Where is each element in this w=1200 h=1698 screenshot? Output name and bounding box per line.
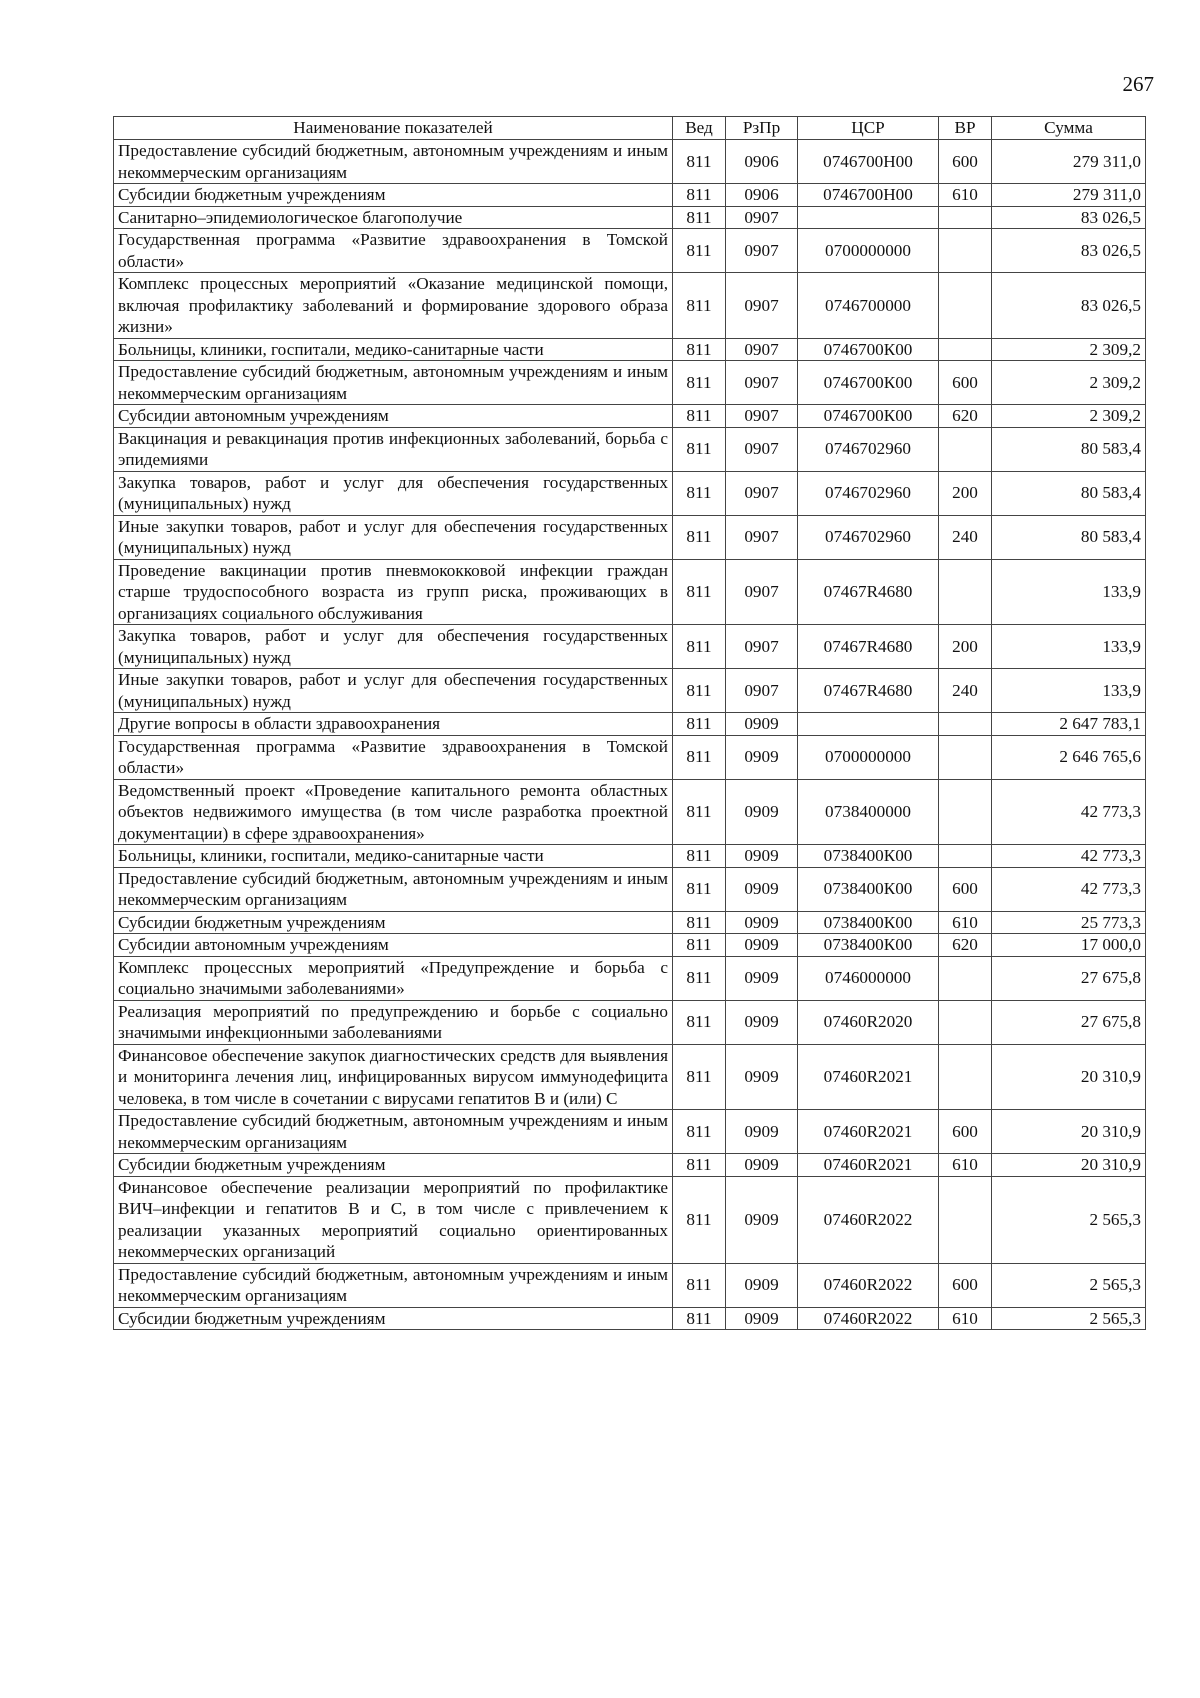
table-row	[114, 845, 1146, 868]
cell-vr	[939, 845, 992, 868]
cell-sum: 279 311,0	[992, 184, 1146, 207]
cell-rzpr: 0907	[726, 471, 798, 515]
table-row	[114, 1044, 1146, 1110]
cell-csr: 07460R2021	[798, 1154, 939, 1177]
cell-name: Другие вопросы в области здравоохранения	[114, 713, 673, 736]
table-row	[114, 934, 1146, 957]
cell-sum: 2 647 783,1	[992, 713, 1146, 736]
cell-rzpr: 0907	[726, 515, 798, 559]
cell-ved: 811	[673, 1110, 726, 1154]
cell-name: Предоставление субсидий бюджетным, автономным учреждениям и иным некоммерческим организациям	[114, 1110, 673, 1154]
cell-name: Проведение вакцинации против пневмококковой инфекции граждан старше трудоспособного возраста из групп риска, проживающих в организациях социального обслуживания	[114, 559, 673, 625]
cell-sum: 83 026,5	[992, 206, 1146, 229]
cell-ved: 811	[673, 559, 726, 625]
cell-vr: 610	[939, 1307, 992, 1330]
cell-csr: 07460R2020	[798, 1000, 939, 1044]
cell-sum: 2 565,3	[992, 1307, 1146, 1330]
cell-rzpr: 0906	[726, 140, 798, 184]
cell-ved: 811	[673, 1000, 726, 1044]
cell-ved: 811	[673, 140, 726, 184]
cell-vr	[939, 713, 992, 736]
table-row	[114, 140, 1146, 184]
cell-vr	[939, 559, 992, 625]
cell-name: Реализация мероприятий по предупреждению и борьбе с социально значимыми инфекционными заболеваниями	[114, 1000, 673, 1044]
cell-csr: 07460R2021	[798, 1044, 939, 1110]
cell-csr: 07460R2022	[798, 1176, 939, 1263]
cell-csr: 0700000000	[798, 229, 939, 273]
header-name: Наименование показателей	[114, 117, 673, 140]
cell-ved: 811	[673, 273, 726, 339]
cell-sum: 133,9	[992, 669, 1146, 713]
cell-csr: 0746700К00	[798, 405, 939, 428]
cell-name: Санитарно–эпидемиологическое благополучие	[114, 206, 673, 229]
cell-sum: 2 565,3	[992, 1176, 1146, 1263]
cell-rzpr: 0909	[726, 1000, 798, 1044]
cell-name: Государственная программа «Развитие здравоохранения в Томской области»	[114, 229, 673, 273]
cell-vr	[939, 427, 992, 471]
cell-ved: 811	[673, 515, 726, 559]
table-row	[114, 1000, 1146, 1044]
table-row	[114, 1154, 1146, 1177]
cell-name: Комплекс процессных мероприятий «Предупреждение и борьба с социально значимыми заболеваниями»	[114, 956, 673, 1000]
table-row	[114, 956, 1146, 1000]
cell-vr	[939, 1044, 992, 1110]
cell-vr: 600	[939, 867, 992, 911]
cell-sum: 2 309,2	[992, 361, 1146, 405]
cell-vr: 600	[939, 361, 992, 405]
cell-vr	[939, 1176, 992, 1263]
cell-ved: 811	[673, 845, 726, 868]
cell-name: Финансовое обеспечение закупок диагностических средств для выявления и мониторинга лечения лиц, инфицированных вирусом иммунодефицита человека, в том числе в сочетании с вирусами гепатитов B и (или) C	[114, 1044, 673, 1110]
table-row	[114, 867, 1146, 911]
cell-name: Предоставление субсидий бюджетным, автономным учреждениям и иным некоммерческим организациям	[114, 1263, 673, 1307]
cell-ved: 811	[673, 184, 726, 207]
cell-name: Вакцинация и ревакцинация против инфекционных заболеваний, борьба с эпидемиями	[114, 427, 673, 471]
cell-name: Субсидии автономным учреждениям	[114, 934, 673, 957]
cell-name: Субсидии бюджетным учреждениям	[114, 1154, 673, 1177]
cell-vr: 600	[939, 1110, 992, 1154]
table-row	[114, 1176, 1146, 1263]
cell-sum: 42 773,3	[992, 867, 1146, 911]
cell-sum: 80 583,4	[992, 515, 1146, 559]
table-row	[114, 338, 1146, 361]
cell-csr: 07467R4680	[798, 669, 939, 713]
cell-ved: 811	[673, 427, 726, 471]
cell-vr: 200	[939, 471, 992, 515]
table-row	[114, 427, 1146, 471]
cell-vr: 620	[939, 405, 992, 428]
cell-vr	[939, 956, 992, 1000]
cell-csr: 0738400К00	[798, 911, 939, 934]
cell-csr: 0738400К00	[798, 867, 939, 911]
cell-ved: 811	[673, 956, 726, 1000]
cell-sum: 80 583,4	[992, 471, 1146, 515]
cell-csr: 07467R4680	[798, 559, 939, 625]
cell-rzpr: 0909	[726, 1110, 798, 1154]
cell-name: Государственная программа «Развитие здравоохранения в Томской области»	[114, 735, 673, 779]
cell-vr	[939, 206, 992, 229]
cell-sum: 17 000,0	[992, 934, 1146, 957]
cell-sum: 2 646 765,6	[992, 735, 1146, 779]
cell-sum: 83 026,5	[992, 229, 1146, 273]
cell-ved: 811	[673, 713, 726, 736]
cell-csr: 0738400К00	[798, 845, 939, 868]
cell-sum: 27 675,8	[992, 1000, 1146, 1044]
cell-vr	[939, 735, 992, 779]
cell-rzpr: 0909	[726, 867, 798, 911]
cell-ved: 811	[673, 471, 726, 515]
cell-sum: 133,9	[992, 559, 1146, 625]
cell-csr: 0738400К00	[798, 934, 939, 957]
cell-rzpr: 0909	[726, 1154, 798, 1177]
cell-sum: 42 773,3	[992, 779, 1146, 845]
cell-ved: 811	[673, 669, 726, 713]
table-row	[114, 559, 1146, 625]
cell-ved: 811	[673, 1044, 726, 1110]
cell-rzpr: 0906	[726, 184, 798, 207]
cell-name: Больницы, клиники, госпитали, медико-санитарные части	[114, 338, 673, 361]
cell-name: Предоставление субсидий бюджетным, автономным учреждениям и иным некоммерческим организациям	[114, 140, 673, 184]
cell-name: Иные закупки товаров, работ и услуг для обеспечения государственных (муниципальных) нужд	[114, 669, 673, 713]
cell-rzpr: 0909	[726, 845, 798, 868]
cell-vr: 240	[939, 669, 992, 713]
cell-vr	[939, 1000, 992, 1044]
table-row	[114, 625, 1146, 669]
cell-csr: 0746702960	[798, 471, 939, 515]
cell-sum: 42 773,3	[992, 845, 1146, 868]
cell-ved: 811	[673, 1307, 726, 1330]
cell-vr	[939, 338, 992, 361]
cell-name: Комплекс процессных мероприятий «Оказание медицинской помощи, включая профилактику заболеваний и формирование здорового образа жизни»	[114, 273, 673, 339]
cell-vr: 610	[939, 911, 992, 934]
cell-csr: 0746700К00	[798, 338, 939, 361]
cell-csr: 0746702960	[798, 515, 939, 559]
cell-sum: 2 309,2	[992, 338, 1146, 361]
table-row	[114, 669, 1146, 713]
table-row	[114, 1110, 1146, 1154]
cell-rzpr: 0907	[726, 559, 798, 625]
cell-name: Закупка товаров, работ и услуг для обеспечения государственных (муниципальных) нужд	[114, 625, 673, 669]
cell-name: Субсидии автономным учреждениям	[114, 405, 673, 428]
cell-vr	[939, 229, 992, 273]
cell-rzpr: 0909	[726, 911, 798, 934]
cell-name: Закупка товаров, работ и услуг для обеспечения государственных (муниципальных) нужд	[114, 471, 673, 515]
cell-rzpr: 0907	[726, 273, 798, 339]
cell-name: Субсидии бюджетным учреждениям	[114, 1307, 673, 1330]
cell-ved: 811	[673, 229, 726, 273]
cell-rzpr: 0907	[726, 338, 798, 361]
table-row	[114, 184, 1146, 207]
table-row	[114, 1307, 1146, 1330]
table-row	[114, 713, 1146, 736]
cell-csr: 0746700Н00	[798, 184, 939, 207]
cell-sum: 83 026,5	[992, 273, 1146, 339]
cell-csr: 0746700000	[798, 273, 939, 339]
cell-vr: 610	[939, 184, 992, 207]
cell-name: Больницы, клиники, госпитали, медико-санитарные части	[114, 845, 673, 868]
page-number: 267	[1122, 72, 1154, 96]
cell-vr: 600	[939, 140, 992, 184]
cell-ved: 811	[673, 934, 726, 957]
cell-ved: 811	[673, 1154, 726, 1177]
header-sum: Сумма	[992, 117, 1146, 140]
table-row	[114, 1263, 1146, 1307]
cell-csr: 0746700Н00	[798, 140, 939, 184]
cell-csr	[798, 713, 939, 736]
cell-ved: 811	[673, 735, 726, 779]
cell-sum: 2 565,3	[992, 1263, 1146, 1307]
cell-csr: 0746000000	[798, 956, 939, 1000]
cell-rzpr: 0909	[726, 779, 798, 845]
cell-csr: 07460R2022	[798, 1263, 939, 1307]
cell-name: Предоставление субсидий бюджетным, автономным учреждениям и иным некоммерческим организациям	[114, 867, 673, 911]
cell-ved: 811	[673, 361, 726, 405]
cell-rzpr: 0907	[726, 427, 798, 471]
table-row	[114, 471, 1146, 515]
cell-name: Финансовое обеспечение реализации мероприятий по профилактике ВИЧ–инфекции и гепатитов B и C, в том числе с привлечением к реализации указанных мероприятий социально ориентированных некоммерческих организаций	[114, 1176, 673, 1263]
cell-sum: 27 675,8	[992, 956, 1146, 1000]
cell-csr: 07467R4680	[798, 625, 939, 669]
cell-sum: 25 773,3	[992, 911, 1146, 934]
cell-rzpr: 0909	[726, 1307, 798, 1330]
cell-csr: 0746702960	[798, 427, 939, 471]
table-row	[114, 779, 1146, 845]
cell-name: Предоставление субсидий бюджетным, автономным учреждениям и иным некоммерческим организациям	[114, 361, 673, 405]
cell-name: Ведомственный проект «Проведение капитального ремонта областных объектов недвижимого имущества (в том числе разработка проектной документации) в сфере здравоохранения»	[114, 779, 673, 845]
cell-rzpr: 0909	[726, 713, 798, 736]
cell-vr	[939, 779, 992, 845]
cell-vr	[939, 273, 992, 339]
cell-rzpr: 0907	[726, 625, 798, 669]
cell-csr	[798, 206, 939, 229]
table-row	[114, 735, 1146, 779]
cell-sum: 133,9	[992, 625, 1146, 669]
budget-table	[113, 116, 1146, 1330]
cell-rzpr: 0907	[726, 405, 798, 428]
cell-sum: 20 310,9	[992, 1154, 1146, 1177]
table-header-row	[114, 117, 1146, 140]
cell-vr: 610	[939, 1154, 992, 1177]
cell-ved: 811	[673, 779, 726, 845]
header-csr: ЦСР	[798, 117, 939, 140]
cell-rzpr: 0907	[726, 229, 798, 273]
cell-rzpr: 0907	[726, 669, 798, 713]
cell-vr: 600	[939, 1263, 992, 1307]
cell-sum: 279 311,0	[992, 140, 1146, 184]
cell-name: Субсидии бюджетным учреждениям	[114, 184, 673, 207]
cell-csr: 07460R2021	[798, 1110, 939, 1154]
cell-csr: 07460R2022	[798, 1307, 939, 1330]
cell-name: Иные закупки товаров, работ и услуг для обеспечения государственных (муниципальных) нужд	[114, 515, 673, 559]
cell-vr: 620	[939, 934, 992, 957]
cell-sum: 2 309,2	[992, 405, 1146, 428]
cell-vr: 200	[939, 625, 992, 669]
cell-csr: 0746700К00	[798, 361, 939, 405]
table-row	[114, 206, 1146, 229]
cell-ved: 811	[673, 206, 726, 229]
cell-csr: 0700000000	[798, 735, 939, 779]
cell-csr: 0738400000	[798, 779, 939, 845]
cell-ved: 811	[673, 338, 726, 361]
table-row	[114, 911, 1146, 934]
table-row	[114, 405, 1146, 428]
cell-rzpr: 0909	[726, 1176, 798, 1263]
header-rzpr: РзПр	[726, 117, 798, 140]
table-row	[114, 515, 1146, 559]
cell-sum: 80 583,4	[992, 427, 1146, 471]
table-row	[114, 229, 1146, 273]
cell-rzpr: 0909	[726, 934, 798, 957]
cell-ved: 811	[673, 867, 726, 911]
cell-ved: 811	[673, 911, 726, 934]
cell-ved: 811	[673, 405, 726, 428]
cell-ved: 811	[673, 1263, 726, 1307]
table-row	[114, 361, 1146, 405]
cell-sum: 20 310,9	[992, 1044, 1146, 1110]
cell-ved: 811	[673, 1176, 726, 1263]
cell-rzpr: 0909	[726, 1044, 798, 1110]
header-ved: Вед	[673, 117, 726, 140]
cell-rzpr: 0909	[726, 735, 798, 779]
cell-rzpr: 0907	[726, 361, 798, 405]
cell-sum: 20 310,9	[992, 1110, 1146, 1154]
table-row	[114, 273, 1146, 339]
cell-vr: 240	[939, 515, 992, 559]
cell-rzpr: 0907	[726, 206, 798, 229]
cell-rzpr: 0909	[726, 956, 798, 1000]
cell-ved: 811	[673, 625, 726, 669]
cell-rzpr: 0909	[726, 1263, 798, 1307]
header-vr: ВР	[939, 117, 992, 140]
cell-name: Субсидии бюджетным учреждениям	[114, 911, 673, 934]
